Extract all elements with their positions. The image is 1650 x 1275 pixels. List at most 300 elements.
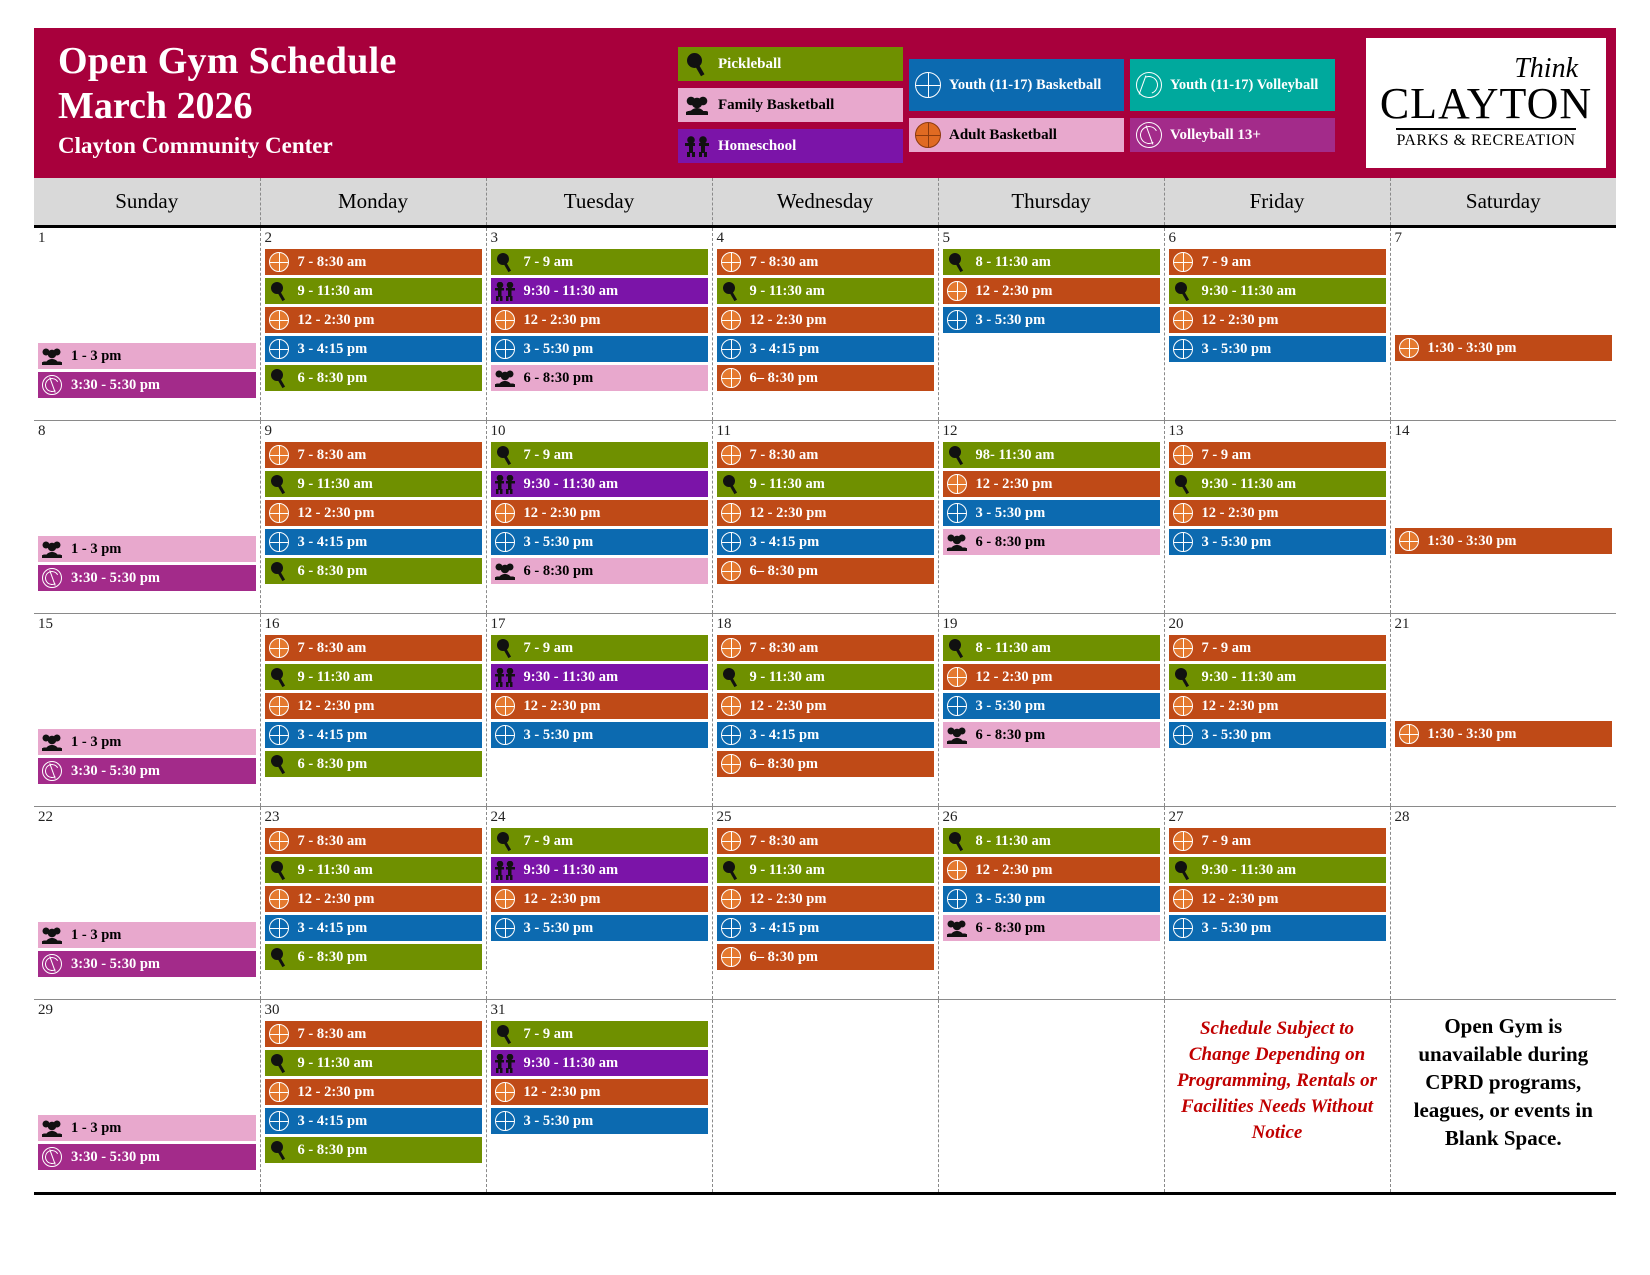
day-events	[491, 442, 708, 584]
calendar-day-cell[interactable]	[486, 1000, 712, 1194]
event-block[interactable]	[943, 828, 1160, 854]
day-number: 25	[716, 809, 732, 825]
legend-item-homeschool	[678, 129, 903, 163]
event-block[interactable]	[943, 307, 1160, 333]
event-block[interactable]	[265, 1137, 482, 1163]
day-events	[1169, 828, 1386, 941]
pickleball-paddle-icon	[721, 667, 741, 687]
calendar-day-cell[interactable]	[260, 807, 486, 1000]
event-time-label: 9:30 - 11:30 am	[523, 1054, 619, 1071]
calendar-week-row	[34, 614, 1616, 807]
calendar-day-cell[interactable]	[1390, 421, 1616, 614]
day-events	[1395, 335, 1613, 361]
event-block[interactable]	[1169, 857, 1386, 883]
logo-parks-text: PARKS & RECREATION	[1396, 128, 1575, 150]
calendar-day-cell[interactable]	[1164, 807, 1390, 1000]
weekday-header-friday: Friday	[1164, 178, 1390, 227]
event-block[interactable]	[265, 471, 482, 497]
day-events	[265, 828, 482, 970]
calendar-day-cell[interactable]	[1390, 807, 1616, 1000]
day-number: 28	[1394, 809, 1410, 825]
event-block[interactable]	[265, 558, 482, 584]
event-time-label: 3 - 5:30 pm	[975, 890, 1046, 907]
event-block[interactable]	[491, 722, 708, 748]
event-block[interactable]	[491, 664, 708, 690]
basketball-icon	[947, 696, 967, 716]
pickleball-paddle-icon	[495, 638, 515, 658]
calendar-day-cell[interactable]	[938, 227, 1164, 421]
day-number: 1	[38, 230, 46, 246]
calendar-day-cell[interactable]	[486, 421, 712, 614]
event-block[interactable]	[265, 828, 482, 854]
day-number: 22	[38, 809, 53, 825]
legend-item-adult-basketball	[909, 118, 1124, 152]
pickleball-paddle-icon	[495, 445, 515, 465]
day-events	[1169, 249, 1386, 362]
event-block[interactable]	[38, 951, 256, 977]
event-time-label: 12 - 2:30 pm	[749, 311, 827, 328]
event-time-label: 6 - 8:30 pm	[523, 562, 594, 579]
children-icon	[684, 133, 710, 159]
pickleball-paddle-icon	[1173, 474, 1193, 494]
event-block[interactable]	[265, 307, 482, 333]
event-block[interactable]	[1169, 529, 1386, 555]
pickleball-paddle-icon	[495, 1024, 515, 1044]
event-time-label: 3 - 4:15 pm	[297, 1112, 368, 1129]
event-block[interactable]	[38, 758, 256, 784]
day-number: 26	[942, 809, 958, 825]
calendar-week-row	[34, 227, 1616, 421]
event-block[interactable]	[717, 722, 934, 748]
calendar-day-cell[interactable]	[1164, 614, 1390, 807]
event-time-label: 3 - 4:15 pm	[749, 726, 820, 743]
event-block[interactable]	[717, 249, 934, 275]
volleyball-icon	[42, 568, 62, 588]
pickleball-paddle-icon	[269, 474, 289, 494]
calendar-day-cell[interactable]	[1390, 227, 1616, 421]
event-time-label: 3 - 5:30 pm	[523, 1112, 594, 1129]
event-block[interactable]	[265, 944, 482, 970]
calendar-header-row	[34, 178, 1616, 227]
event-block[interactable]	[717, 664, 934, 690]
calendar-day-cell[interactable]	[34, 1000, 260, 1194]
event-time-label: 7 - 8:30 am	[297, 832, 367, 849]
event-block[interactable]	[943, 722, 1160, 748]
calendar-day-cell[interactable]	[1164, 1000, 1390, 1194]
day-events	[717, 249, 934, 391]
event-block[interactable]	[491, 635, 708, 661]
event-time-label: 3 - 5:30 pm	[975, 311, 1046, 328]
event-time-label: 7 - 8:30 am	[749, 446, 819, 463]
basketball-icon	[1173, 445, 1193, 465]
calendar-day-cell[interactable]	[260, 614, 486, 807]
event-block[interactable]	[38, 343, 256, 369]
event-block[interactable]	[491, 915, 708, 941]
event-block[interactable]	[265, 886, 482, 912]
children-icon	[495, 1053, 515, 1073]
event-block[interactable]	[265, 751, 482, 777]
event-block[interactable]	[265, 336, 482, 362]
basketball-icon	[721, 445, 741, 465]
event-block[interactable]	[265, 365, 482, 391]
basketball-icon	[269, 638, 289, 658]
basketball-icon	[495, 310, 515, 330]
basketball-icon	[947, 281, 967, 301]
page-month: March 2026	[58, 85, 253, 127]
event-block[interactable]	[491, 857, 708, 883]
calendar-day-cell[interactable]	[1390, 1000, 1616, 1194]
day-events	[265, 249, 482, 391]
event-block[interactable]	[717, 828, 934, 854]
event-block[interactable]	[943, 857, 1160, 883]
calendar-day-cell[interactable]	[34, 227, 260, 421]
logo-think-text: Think	[1514, 53, 1578, 84]
event-time-label: 7 - 9 am	[1201, 253, 1252, 270]
event-time-label: 12 - 2:30 pm	[1201, 311, 1279, 328]
basketball-icon	[495, 918, 515, 938]
event-block[interactable]	[38, 536, 256, 562]
calendar-day-cell[interactable]	[34, 807, 260, 1000]
volleyball-icon	[42, 761, 62, 781]
day-number: 14	[1394, 423, 1410, 439]
event-block[interactable]	[265, 664, 482, 690]
event-block[interactable]	[717, 336, 934, 362]
basketball-icon	[721, 754, 741, 774]
event-block[interactable]	[491, 471, 708, 497]
event-time-label: 3 - 5:30 pm	[523, 919, 594, 936]
event-block[interactable]	[265, 500, 482, 526]
event-block[interactable]	[717, 500, 934, 526]
event-block[interactable]	[265, 1079, 482, 1105]
basketball-icon	[269, 831, 289, 851]
calendar-day-cell[interactable]	[486, 227, 712, 421]
day-number: 18	[716, 616, 732, 632]
event-block[interactable]	[491, 828, 708, 854]
event-block[interactable]	[38, 565, 256, 591]
basketball-icon	[1399, 338, 1419, 358]
event-block[interactable]	[38, 1115, 256, 1141]
basketball-icon	[1173, 532, 1193, 552]
event-time-label: 9 - 11:30 am	[297, 861, 373, 878]
basketball-icon	[721, 831, 741, 851]
event-block[interactable]	[717, 693, 934, 719]
event-block[interactable]	[265, 278, 482, 304]
pickleball-paddle-icon	[947, 445, 967, 465]
event-block[interactable]	[943, 529, 1160, 555]
event-block[interactable]	[1169, 278, 1386, 304]
pickleball-paddle-icon	[721, 860, 741, 880]
event-block[interactable]	[491, 307, 708, 333]
day-number: 20	[1168, 616, 1184, 632]
day-events	[38, 729, 256, 784]
event-block[interactable]	[1395, 335, 1613, 361]
event-time-label: 3 - 5:30 pm	[523, 533, 594, 550]
event-time-label: 3 - 5:30 pm	[1201, 340, 1272, 357]
basketball-icon	[495, 889, 515, 909]
event-block[interactable]	[717, 558, 934, 584]
calendar-day-cell[interactable]	[260, 227, 486, 421]
event-block[interactable]	[943, 664, 1160, 690]
basketball-icon	[495, 1111, 515, 1131]
calendar-day-cell[interactable]	[938, 1000, 1164, 1194]
calendar-day-cell[interactable]	[712, 1000, 938, 1194]
calendar-day-cell[interactable]	[486, 807, 712, 1000]
event-block[interactable]	[38, 372, 256, 398]
pickleball-paddle-icon	[269, 561, 289, 581]
family-group-icon	[947, 725, 967, 745]
calendar-day-cell[interactable]	[712, 614, 938, 807]
pickleball-paddle-icon	[269, 281, 289, 301]
event-block[interactable]	[1169, 635, 1386, 661]
basketball-icon	[721, 310, 741, 330]
think-clayton-logo	[1366, 38, 1606, 168]
event-time-label: 12 - 2:30 pm	[975, 861, 1053, 878]
event-block[interactable]	[38, 1144, 256, 1170]
calendar-day-cell[interactable]	[260, 1000, 486, 1194]
event-block[interactable]	[717, 857, 934, 883]
event-block[interactable]	[1169, 693, 1386, 719]
calendar-day-cell[interactable]	[938, 807, 1164, 1000]
event-time-label: 9 - 11:30 am	[297, 1054, 373, 1071]
weekday-header-saturday: Saturday	[1390, 178, 1616, 227]
event-block[interactable]	[717, 442, 934, 468]
legend-label: Family Basketball	[718, 97, 835, 113]
event-time-label: 6 - 8:30 pm	[975, 726, 1046, 743]
event-block[interactable]	[491, 693, 708, 719]
basketball-icon	[495, 725, 515, 745]
event-block[interactable]	[265, 442, 482, 468]
basketball-icon	[269, 725, 289, 745]
basketball-icon	[721, 339, 741, 359]
basketball-icon	[721, 368, 741, 388]
event-block[interactable]	[491, 1108, 708, 1134]
pickleball-paddle-icon	[684, 51, 710, 77]
event-block[interactable]	[265, 722, 482, 748]
calendar-day-cell[interactable]	[1390, 614, 1616, 807]
legend-label: Homeschool	[718, 138, 797, 154]
event-block[interactable]	[1169, 500, 1386, 526]
event-block[interactable]	[1169, 915, 1386, 941]
event-block[interactable]	[265, 857, 482, 883]
event-block[interactable]	[491, 1079, 708, 1105]
event-time-label: 1 - 3 pm	[71, 1119, 122, 1136]
calendar-day-cell[interactable]	[486, 614, 712, 807]
event-block[interactable]	[265, 1050, 482, 1076]
calendar-day-cell[interactable]	[712, 227, 938, 421]
event-block[interactable]	[717, 278, 934, 304]
event-time-label: 1 - 3 pm	[71, 733, 122, 750]
day-events	[1395, 528, 1613, 554]
event-block[interactable]	[491, 529, 708, 555]
event-block[interactable]	[491, 1050, 708, 1076]
day-events	[717, 828, 934, 970]
calendar-day-cell[interactable]	[712, 807, 938, 1000]
calendar-day-cell[interactable]	[1164, 227, 1390, 421]
basketball-icon	[269, 1082, 289, 1102]
basketball-icon	[269, 696, 289, 716]
day-number: 21	[1394, 616, 1410, 632]
event-block[interactable]	[491, 558, 708, 584]
event-time-label: 12 - 2:30 pm	[297, 1083, 375, 1100]
day-number: 9	[264, 423, 272, 439]
event-block[interactable]	[38, 922, 256, 948]
event-time-label: 3:30 - 5:30 pm	[71, 955, 161, 972]
event-time-label: 3 - 4:15 pm	[749, 533, 820, 550]
volleyball-icon	[1136, 72, 1162, 98]
event-block[interactable]	[1395, 721, 1613, 747]
event-block[interactable]	[265, 693, 482, 719]
basketball-icon	[269, 1111, 289, 1131]
event-block[interactable]	[717, 915, 934, 941]
calendar-day-cell[interactable]	[260, 421, 486, 614]
basketball-icon	[721, 725, 741, 745]
event-block[interactable]	[491, 278, 708, 304]
basketball-icon	[495, 503, 515, 523]
event-block[interactable]	[1169, 664, 1386, 690]
calendar-day-cell[interactable]	[712, 421, 938, 614]
day-number: 27	[1168, 809, 1184, 825]
day-events	[491, 828, 708, 941]
event-time-label: 9:30 - 11:30 am	[523, 668, 619, 685]
event-block[interactable]	[943, 693, 1160, 719]
event-block[interactable]	[491, 500, 708, 526]
event-time-label: 12 - 2:30 pm	[523, 1083, 601, 1100]
pickleball-paddle-icon	[269, 1053, 289, 1073]
basketball-icon	[721, 696, 741, 716]
event-block[interactable]	[943, 635, 1160, 661]
legend-column-3	[1130, 59, 1335, 152]
event-block[interactable]	[491, 442, 708, 468]
day-number: 29	[38, 1002, 53, 1018]
event-block[interactable]	[491, 336, 708, 362]
basketball-icon	[947, 667, 967, 687]
event-block[interactable]	[943, 886, 1160, 912]
event-block[interactable]	[717, 886, 934, 912]
pickleball-paddle-icon	[721, 474, 741, 494]
header-banner	[34, 28, 1616, 178]
event-time-label: 6 - 8:30 pm	[975, 919, 1046, 936]
event-time-label: 12 - 2:30 pm	[297, 311, 375, 328]
event-block[interactable]	[1169, 886, 1386, 912]
event-time-label: 3 - 5:30 pm	[975, 697, 1046, 714]
event-time-label: 3:30 - 5:30 pm	[71, 376, 161, 393]
event-time-label: 6– 8:30 pm	[749, 369, 818, 386]
event-block[interactable]	[717, 471, 934, 497]
basketball-icon	[947, 889, 967, 909]
event-time-label: 12 - 2:30 pm	[749, 697, 827, 714]
event-time-label: 9:30 - 11:30 am	[1201, 282, 1297, 299]
day-events	[491, 249, 708, 391]
event-block[interactable]	[265, 249, 482, 275]
basketball-icon	[495, 696, 515, 716]
event-time-label: 6 - 8:30 pm	[297, 562, 368, 579]
event-time-label: 12 - 2:30 pm	[975, 475, 1053, 492]
event-time-label: 12 - 2:30 pm	[523, 311, 601, 328]
event-block[interactable]	[1169, 249, 1386, 275]
event-block[interactable]	[265, 1021, 482, 1047]
weekday-header-thursday: Thursday	[938, 178, 1164, 227]
event-block[interactable]	[943, 915, 1160, 941]
day-events	[491, 635, 708, 748]
legend-label: Youth (11-17) Volleyball	[1170, 76, 1319, 93]
event-block[interactable]	[1169, 828, 1386, 854]
event-block[interactable]	[491, 886, 708, 912]
event-block[interactable]	[717, 365, 934, 391]
event-block[interactable]	[265, 635, 482, 661]
event-time-label: 9 - 11:30 am	[297, 668, 373, 685]
event-block[interactable]	[943, 442, 1160, 468]
event-time-label: 12 - 2:30 pm	[1201, 890, 1279, 907]
event-time-label: 7 - 8:30 am	[749, 639, 819, 656]
event-time-label: 9:30 - 11:30 am	[1201, 475, 1297, 492]
calendar-day-cell[interactable]	[1164, 421, 1390, 614]
event-block[interactable]	[1169, 307, 1386, 333]
event-block[interactable]	[265, 1108, 482, 1134]
basketball-icon	[721, 918, 741, 938]
event-time-label: 9:30 - 11:30 am	[523, 282, 619, 299]
event-block[interactable]	[491, 249, 708, 275]
event-block[interactable]	[717, 944, 934, 970]
event-time-label: 9 - 11:30 am	[297, 282, 373, 299]
event-time-label: 12 - 2:30 pm	[297, 504, 375, 521]
calendar-day-cell[interactable]	[34, 614, 260, 807]
day-events	[943, 828, 1160, 941]
children-icon	[495, 667, 515, 687]
event-block[interactable]	[38, 729, 256, 755]
event-block[interactable]	[1169, 471, 1386, 497]
event-block[interactable]	[943, 500, 1160, 526]
event-block[interactable]	[717, 529, 934, 555]
event-time-label: 8 - 11:30 am	[975, 832, 1051, 849]
family-group-icon	[495, 368, 515, 388]
event-time-label: 6 - 8:30 pm	[523, 369, 594, 386]
event-block[interactable]	[943, 471, 1160, 497]
event-time-label: 1 - 3 pm	[71, 926, 122, 943]
event-block[interactable]	[491, 365, 708, 391]
basketball-icon	[1173, 252, 1193, 272]
children-icon	[495, 474, 515, 494]
legend	[678, 28, 1366, 178]
event-time-label: 3:30 - 5:30 pm	[71, 569, 161, 586]
event-block[interactable]	[717, 635, 934, 661]
pickleball-paddle-icon	[269, 368, 289, 388]
event-block[interactable]	[265, 915, 482, 941]
event-time-label: 1 - 3 pm	[71, 347, 122, 364]
calendar-day-cell[interactable]	[34, 421, 260, 614]
event-block[interactable]	[717, 307, 934, 333]
calendar-day-cell[interactable]	[938, 421, 1164, 614]
event-block[interactable]	[717, 751, 934, 777]
family-group-icon	[495, 561, 515, 581]
pickleball-paddle-icon	[495, 252, 515, 272]
event-block[interactable]	[491, 1021, 708, 1047]
event-block[interactable]	[943, 278, 1160, 304]
calendar-week-row	[34, 1000, 1616, 1194]
event-block[interactable]	[1169, 336, 1386, 362]
event-block[interactable]	[265, 529, 482, 555]
event-block[interactable]	[1169, 722, 1386, 748]
event-block[interactable]	[1169, 442, 1386, 468]
calendar-body	[34, 227, 1616, 1194]
event-time-label: 1:30 - 3:30 pm	[1427, 725, 1517, 742]
volleyball-icon	[42, 375, 62, 395]
event-block[interactable]	[943, 249, 1160, 275]
calendar-day-cell[interactable]	[938, 614, 1164, 807]
page-title: Open Gym Schedule	[58, 40, 397, 82]
event-block[interactable]	[1395, 528, 1613, 554]
event-time-label: 7 - 8:30 am	[297, 1025, 367, 1042]
volleyball-icon	[42, 954, 62, 974]
